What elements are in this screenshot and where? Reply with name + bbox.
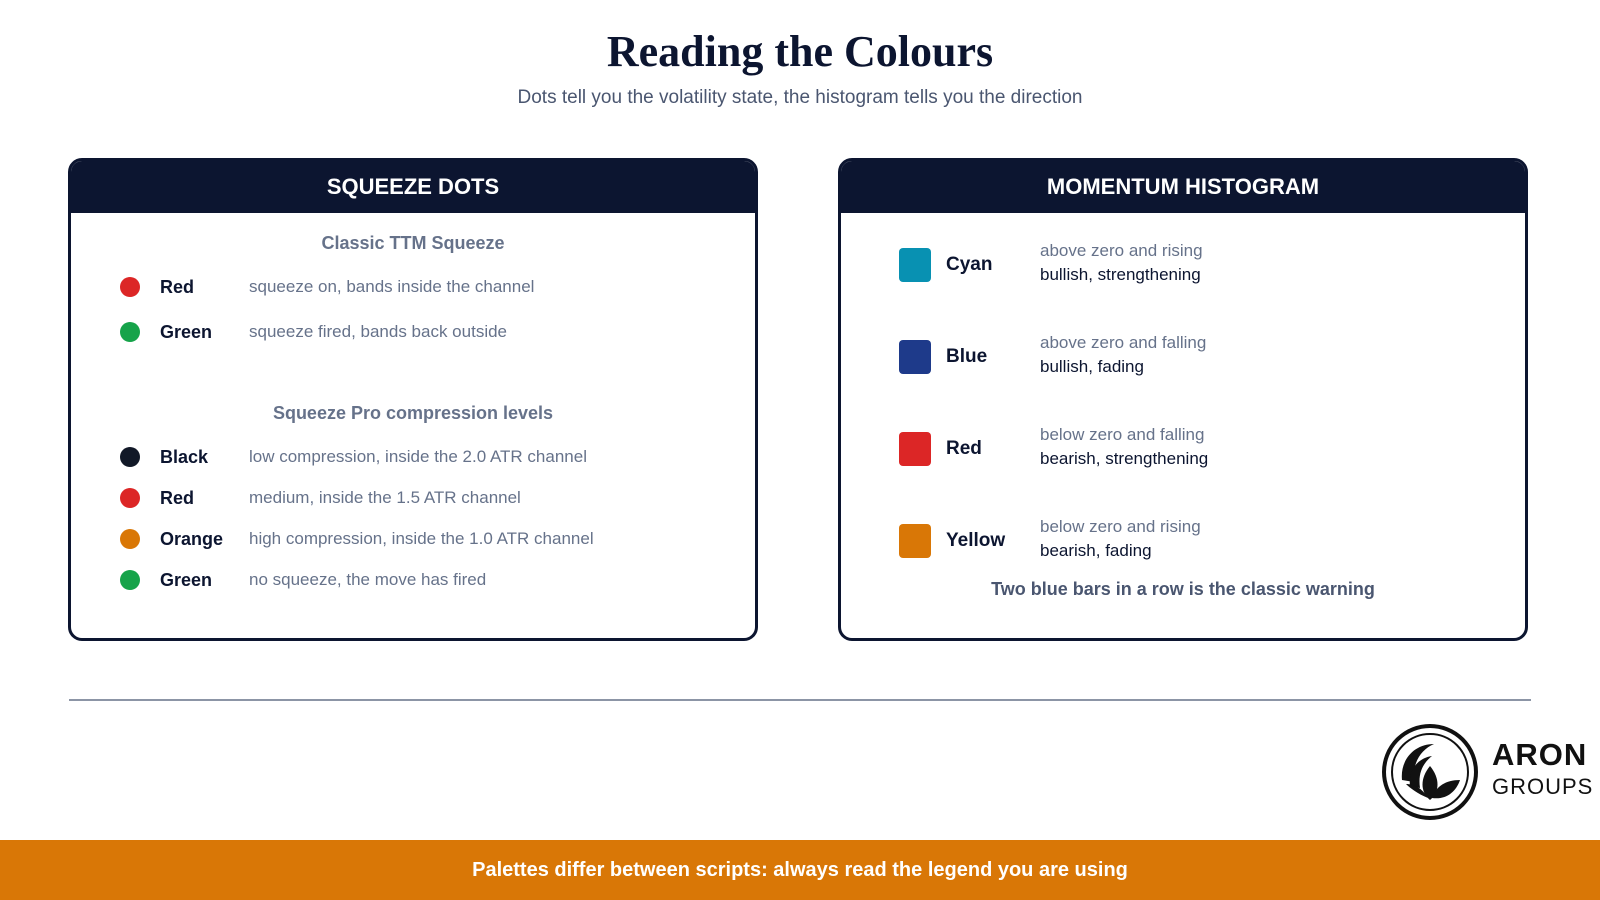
pro-row-green bbox=[71, 567, 755, 593]
histogram-row-yellow bbox=[841, 515, 1525, 565]
red-swatch-icon bbox=[899, 432, 931, 466]
dot-label: Red bbox=[160, 277, 195, 297]
pro-row-black bbox=[71, 444, 755, 470]
histogram-condition: below zero and falling bbox=[1040, 425, 1205, 444]
dot-description: medium, inside the 1.5 ATR channel bbox=[249, 488, 521, 507]
histogram-label: Yellow bbox=[946, 530, 1006, 551]
dot-label: Green bbox=[160, 570, 213, 590]
histogram-meaning: bearish, fading bbox=[1040, 541, 1152, 560]
histogram-meaning: bearish, strengthening bbox=[1040, 449, 1209, 468]
histogram-label: Red bbox=[946, 438, 982, 459]
yellow-swatch-icon bbox=[899, 524, 931, 558]
dot-description: squeeze on, bands inside the channel bbox=[249, 277, 535, 296]
histogram-label: Blue bbox=[946, 346, 988, 367]
black-dot-icon bbox=[120, 447, 140, 467]
orange-dot-icon bbox=[120, 529, 140, 549]
classic-row-green bbox=[71, 319, 755, 345]
page-title: Reading the Colours bbox=[606, 27, 994, 76]
aron-groups-logo bbox=[1380, 722, 1594, 822]
dot-label: Orange bbox=[160, 529, 224, 549]
histogram-row-cyan bbox=[841, 239, 1525, 289]
histogram-condition: above zero and rising bbox=[1040, 241, 1203, 260]
warning-note: Two blue bars in a row is the classic warning bbox=[991, 579, 1375, 599]
histogram-label: Cyan bbox=[946, 254, 993, 275]
dot-label: Red bbox=[160, 488, 195, 508]
footer-banner: Palettes differ between scripts: always read the legend you are using bbox=[0, 840, 1600, 900]
leaf-circle-icon bbox=[1380, 722, 1480, 822]
histogram-condition: below zero and rising bbox=[1040, 517, 1201, 536]
green-dot-icon bbox=[120, 570, 140, 590]
dot-description: squeeze fired, bands back outside bbox=[249, 322, 508, 341]
momentum-histogram-header: MOMENTUM HISTOGRAM bbox=[841, 161, 1525, 213]
histogram-row-blue bbox=[841, 331, 1525, 381]
dot-label: Green bbox=[160, 322, 213, 342]
dot-description: low compression, inside the 2.0 ATR channel bbox=[249, 447, 587, 466]
pro-row-red bbox=[71, 485, 755, 511]
histogram-condition: above zero and falling bbox=[1040, 333, 1207, 352]
green-dot-icon bbox=[120, 322, 140, 342]
blue-swatch-icon bbox=[899, 340, 931, 374]
histogram-meaning: bullish, strengthening bbox=[1040, 265, 1201, 284]
divider bbox=[69, 699, 1531, 701]
classic-row-red bbox=[71, 274, 755, 300]
squeeze-dots-header: SQUEEZE DOTS bbox=[71, 161, 755, 213]
page-subtitle: Dots tell you the volatility state, the histogram tells you the direction bbox=[517, 87, 1083, 108]
pro-row-orange bbox=[71, 526, 755, 552]
dot-label: Black bbox=[160, 447, 209, 467]
squeeze-dots-card bbox=[68, 158, 758, 641]
dot-description: no squeeze, the move has fired bbox=[249, 570, 487, 589]
red-dot-icon bbox=[120, 488, 140, 508]
red-dot-icon bbox=[120, 277, 140, 297]
dot-description: high compression, inside the 1.0 ATR channel bbox=[249, 529, 594, 548]
cyan-swatch-icon bbox=[899, 248, 931, 282]
classic-ttm-title: Classic TTM Squeeze bbox=[321, 233, 505, 253]
logo-subtitle: GROUPS bbox=[1492, 774, 1594, 799]
momentum-histogram-card bbox=[838, 158, 1528, 641]
squeeze-pro-title: Squeeze Pro compression levels bbox=[272, 403, 554, 423]
logo-name: ARON bbox=[1492, 737, 1588, 772]
histogram-row-red bbox=[841, 423, 1525, 473]
histogram-meaning: bullish, fading bbox=[1040, 357, 1144, 376]
